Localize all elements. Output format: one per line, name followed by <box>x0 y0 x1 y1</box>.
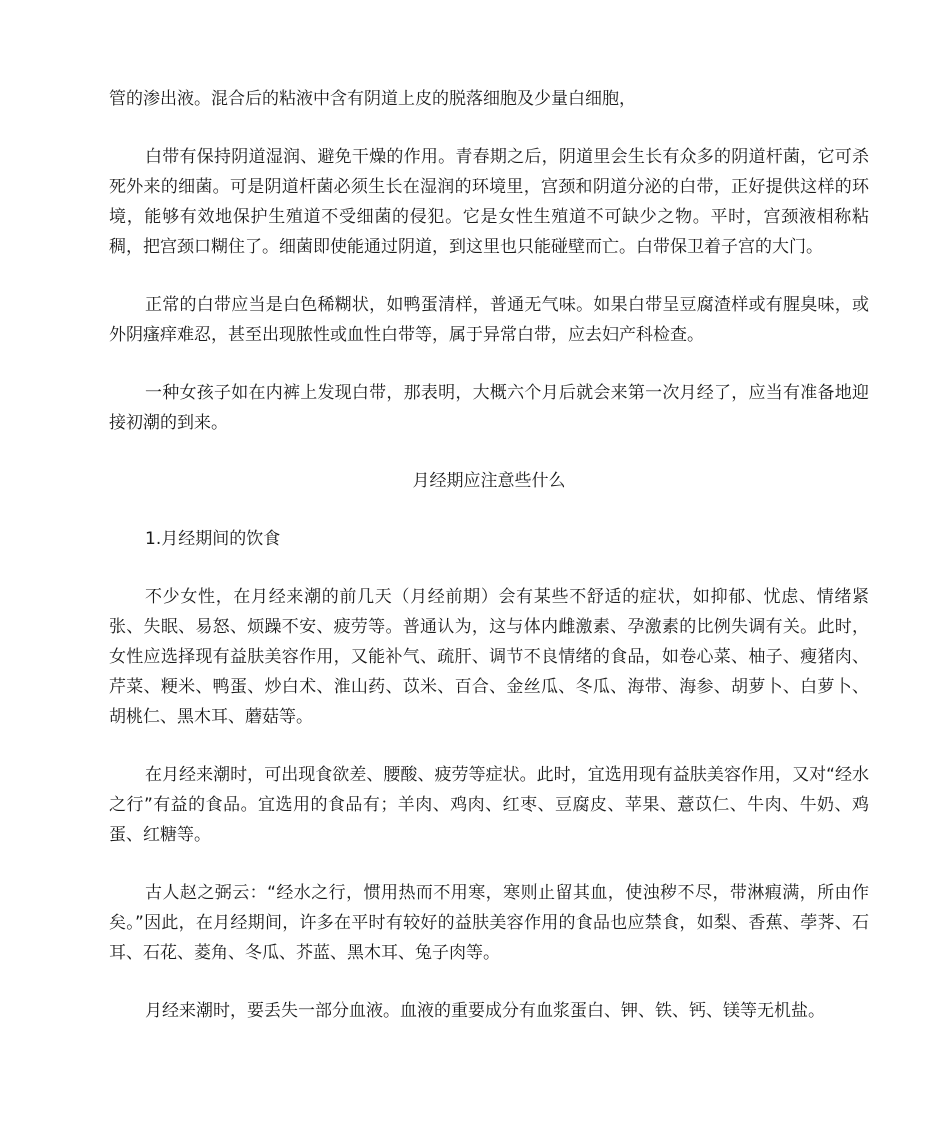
paragraph-blood-loss: 月经来潮时，要丢失一部分血液。血液的重要成分有血浆蛋白、钾、铁、钙、镁等无机盐。 <box>145 1001 825 1021</box>
section-heading: 月经期应注意些什么 <box>412 471 566 491</box>
paragraph-continuation: 管的渗出液。混合后的粘液中含有阴道上皮的脱落细胞及少量白细胞， <box>109 89 636 109</box>
document-page <box>109 84 869 1054</box>
paragraph-first-period: 一种女孩子如在内裤上发现白带，那表明，大概六个月后就会来第一次月经了，应当有准备地迎接初潮的到来。 <box>109 383 869 433</box>
paragraph-food-taboo: 古人赵之弼云：“经水之行，惯用热而不用寒，寒则止留其血，使浊秽不尽，带淋瘕满，所由作矣。”因此，在月经期间，许多在平时有较好的益肤美容作用的食品也应禁食，如梨、香蕉、荸荠、石耳、石花、菱角、冬瓜、芥蓝、黑木耳、兔子肉等。 <box>109 883 869 963</box>
paragraph-premenstrual-diet: 不少女性，在月经来潮的前几天（月经前期）会有某些不舒适的症状，如抑郁、忧虑、情绪紧张、失眠、易怒、烦躁不安、疲劳等。普通认为，这与体内雌激素、孕激素的比例失调有关。此时，女性应选择现有益肤美容作用，又能补气、疏肝、调节不良情绪的食品，如卷心菜、柚子、瘦猪肉、芹菜、粳米、鸭蛋、炒白术、淮山药、苡米、百合、金丝瓜、冬瓜、海带、海参、胡萝卜、白萝卜、胡桃仁、黑木耳、蘑菇等。 <box>109 587 869 727</box>
paragraph-leukorrhea-function: 白带有保持阴道湿润、避免干燥的作用。青春期之后，阴道里会生长有众多的阴道杆菌，它可杀死外来的细菌。可是阴道杆菌必须生长在湿润的环境里，宫颈和阴道分泌的白带，正好提供这样的环境，能够有效地保护生殖道不受细菌的侵犯。它是女性生殖道不可缺少之物。平时，宫颈液相称粘稠，把宫颈口糊住了。细菌即使能通过阴道，到这里也只能碰壁而亡。白带保卫着子宫的大门。 <box>109 147 869 257</box>
paragraph-menstrual-diet: 在月经来潮时，可出现食欲差、腰酸、疲劳等症状。此时，宜选用现有益肤美容作用，又对“经水之行”有益的食品。宜选用的食品有；羊肉、鸡肉、红枣、豆腐皮、苹果、薏苡仁、牛肉、牛奶、鸡蛋、红糖等。 <box>109 765 869 845</box>
paragraph-normal-leukorrhea: 正常的白带应当是白色稀糊状，如鸭蛋清样，普通无气味。如果白带呈豆腐渣样或有腥臭味，或外阴瘙痒难忍，甚至出现脓性或血性白带等，属于异常白带，应去妇产科检查。 <box>109 295 869 345</box>
section-subheading: 1.月经期间的饮食 <box>145 529 281 549</box>
